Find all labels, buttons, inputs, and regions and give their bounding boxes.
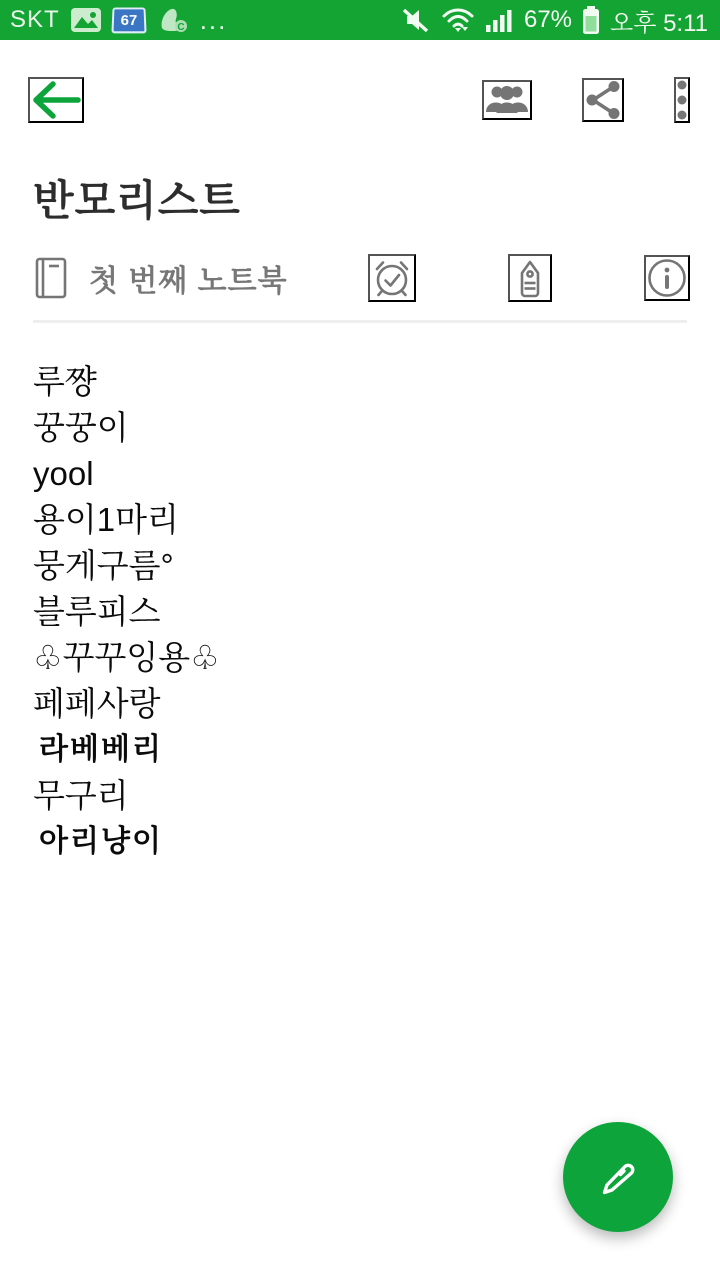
notebook-name[interactable]: 첫 번째 노트북 — [89, 265, 288, 298]
note-info-button[interactable] — [644, 255, 690, 301]
mute-icon — [401, 6, 431, 34]
back-arrow-icon — [30, 79, 82, 121]
people-icon — [484, 82, 530, 118]
battery-icon — [581, 5, 601, 35]
note-line: 뭉게구름° — [33, 547, 174, 584]
notebook-row — [33, 254, 690, 302]
share-button[interactable] — [582, 78, 624, 122]
battery-app-badge: 67 — [111, 7, 146, 33]
app-notification-icon — [156, 6, 190, 34]
overflow-menu-button[interactable] — [674, 77, 690, 123]
share-with-contacts-button[interactable] — [482, 80, 532, 120]
tag-icon — [510, 256, 550, 300]
wifi-icon — [440, 6, 476, 34]
note-line: yool — [33, 455, 94, 492]
clock-label: 오후 5:11 — [610, 9, 708, 37]
note-line: 무구리 — [33, 777, 129, 814]
note-line: ♧꾸꾸잉용♧ — [33, 639, 220, 676]
svg-text:C: C — [177, 22, 185, 33]
note-line: 페페사랑 — [33, 685, 161, 722]
notebook-icon — [33, 256, 69, 300]
note-line: 루쨩 — [33, 363, 97, 400]
note-line: 라베베리 — [39, 733, 163, 766]
back-button[interactable] — [28, 77, 84, 123]
battery-percent-label: 67% — [523, 6, 573, 33]
info-icon — [646, 257, 688, 299]
signal-strength-icon — [485, 7, 515, 33]
gallery-notification-icon — [70, 7, 102, 33]
note-line: 용이1마리 — [33, 501, 179, 538]
note-line: 블루피스 — [33, 593, 161, 630]
edit-note-fab[interactable] — [563, 1122, 673, 1232]
pencil-icon — [594, 1153, 642, 1201]
carrier-label: SKT — [10, 6, 60, 33]
note-title: 반모리스트 — [33, 177, 241, 224]
note-line: 아리냥이 — [39, 825, 163, 858]
more-notifications-icon: ... — [199, 5, 228, 35]
share-icon — [584, 80, 622, 120]
alarm-check-icon — [370, 256, 414, 300]
reminder-button[interactable] — [368, 254, 416, 302]
note-content[interactable] — [0, 323, 720, 865]
status-bar — [0, 0, 720, 40]
note-line: 꿍꿍이 — [33, 409, 129, 446]
toolbar — [0, 40, 720, 150]
tags-button[interactable] — [508, 254, 552, 302]
three-dot-menu-icon — [676, 79, 688, 121]
